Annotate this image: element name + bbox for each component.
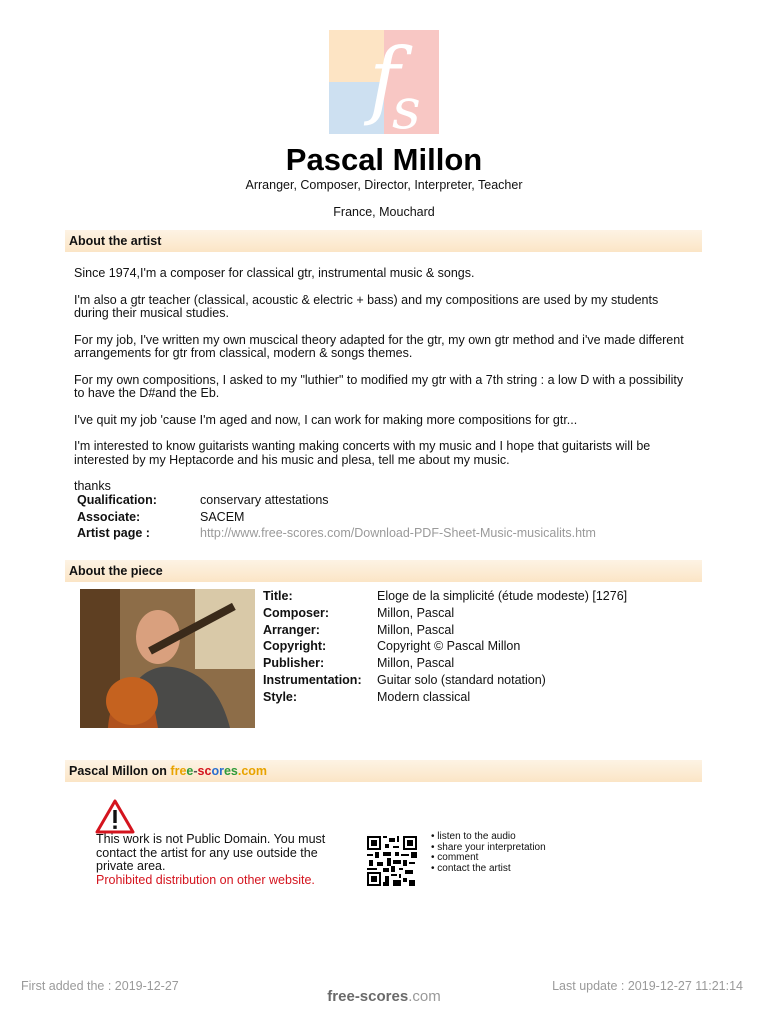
composer-label: Composer: (263, 605, 329, 620)
notice-text: This work is not Public Domain. You must contact the artist for any use outside the private area. (96, 832, 326, 873)
piece-row (263, 606, 627, 623)
arranger-value: Millon, Pascal (377, 622, 455, 637)
qualification-value: conservary attestations (200, 493, 329, 507)
composer-value: Millon, Pascal (377, 605, 455, 620)
last-update-date: Last update : 2019-12-27 11:21:14 (552, 979, 743, 993)
site-name-part: e (186, 764, 194, 778)
qr-code-icon[interactable] (367, 836, 417, 886)
publisher-value: Millon, Pascal (377, 656, 455, 671)
site-name-part: .com (237, 764, 268, 778)
site-name-part: fre (170, 764, 187, 778)
feature-item: • contact the artist (431, 862, 511, 874)
artist-location: France, Mouchard (333, 205, 435, 219)
piece-row (263, 639, 627, 656)
footer-logo-suffix: .com (408, 988, 441, 1005)
prohibited-notice: Prohibited distribution on other website. (96, 872, 315, 887)
qualification-label: Qualification: (77, 493, 157, 507)
instrumentation-value: Guitar solo (standard notation) (377, 672, 546, 687)
site-name-link[interactable] (170, 764, 267, 778)
piece-row (263, 690, 627, 707)
copyright-label: Copyright: (263, 639, 327, 654)
piece-row (263, 673, 627, 690)
feature-item: • listen to the audio (431, 831, 516, 842)
section-artist-on-site (65, 760, 702, 782)
title-value: Eloge de la simplicité (étude modeste) [1276] (377, 589, 628, 603)
piece-row (263, 589, 627, 606)
site-name-part: or (211, 764, 224, 778)
footer-logo-main: free-scores (327, 988, 409, 1005)
section-about-piece: About the piece (65, 560, 702, 582)
copyright-notice (96, 833, 346, 887)
footer-logo (0, 988, 768, 1005)
piece-row (263, 623, 627, 640)
instrumentation-label: Instrumentation: (263, 672, 362, 687)
artist-photo (80, 589, 255, 728)
title-label: Title: (263, 589, 293, 603)
artist-roles: Arranger, Composer, Director, Interpreter, Teacher (245, 178, 523, 192)
first-added-date: First added the : 2019-12-27 (21, 979, 179, 993)
svg-text:s: s (392, 77, 421, 134)
bio-paragraph: thanks (74, 479, 111, 493)
svg-text:f: f (369, 30, 401, 128)
bio-paragraph: Since 1974,I'm a composer for classical gtr, instrumental music & songs. (74, 266, 475, 280)
bio-paragraph: I've quit my job 'cause I'm aged and now, I can work for making more compositions for gtr... (74, 412, 578, 427)
free-scores-logo-icon (329, 30, 439, 134)
detail-row (77, 510, 596, 527)
site-name-part: es (223, 764, 238, 778)
detail-row (77, 493, 596, 510)
copyright-value: Copyright © Pascal Millon (377, 639, 521, 654)
artist-details (77, 493, 596, 543)
bio-paragraph: I'm also a gtr teacher (classical, acoustic & electric + bass) and my compositions are used by my students during their musical studies. (74, 292, 659, 320)
site-name-part: - (193, 764, 198, 778)
arranger-label: Arranger: (263, 622, 320, 637)
site-name-part: sc (197, 764, 212, 778)
artist-page-label: Artist page : (77, 526, 150, 541)
section-about-artist: About the artist (65, 230, 702, 252)
associate-value: SACEM (200, 509, 245, 524)
artist-page-link[interactable]: http://www.free-scores.com/Download-PDF-Sheet-Music-musicalits.htm (200, 526, 596, 541)
detail-row (77, 526, 596, 543)
artist-biography (74, 267, 694, 494)
associate-label: Associate: (77, 509, 141, 524)
bio-paragraph: For my own compositions, I asked to my "luthier" to modified my gtr with a 7th string : a low D with a possibility to have the D#and the Eb. (74, 372, 684, 400)
publisher-label: Publisher: (263, 656, 325, 671)
piece-details (263, 589, 627, 707)
style-value: Modern classical (377, 689, 471, 704)
on-site-prefix: Pascal Millon on (69, 764, 171, 778)
bio-paragraph: I'm interested to know guitarists wanting making concerts with my music and I hope that guitarists will be interested by my Heptacorde and his music and plesa, tell me about my music. (74, 439, 651, 467)
feature-list (431, 832, 546, 874)
feature-item: • share your interpretation (431, 841, 546, 853)
warning-triangle-icon (95, 799, 135, 834)
feature-item: • comment (431, 852, 479, 863)
style-label: Style: (263, 689, 298, 704)
artist-name: Pascal Millon (285, 142, 483, 177)
bio-paragraph: For my job, I've written my own muscical theory adapted for the gtr, my own gtr method and i've made different arrangements for gtr from classical, modern & songs themes. (74, 332, 684, 360)
piece-row (263, 656, 627, 673)
artist-photo-image (80, 589, 255, 728)
